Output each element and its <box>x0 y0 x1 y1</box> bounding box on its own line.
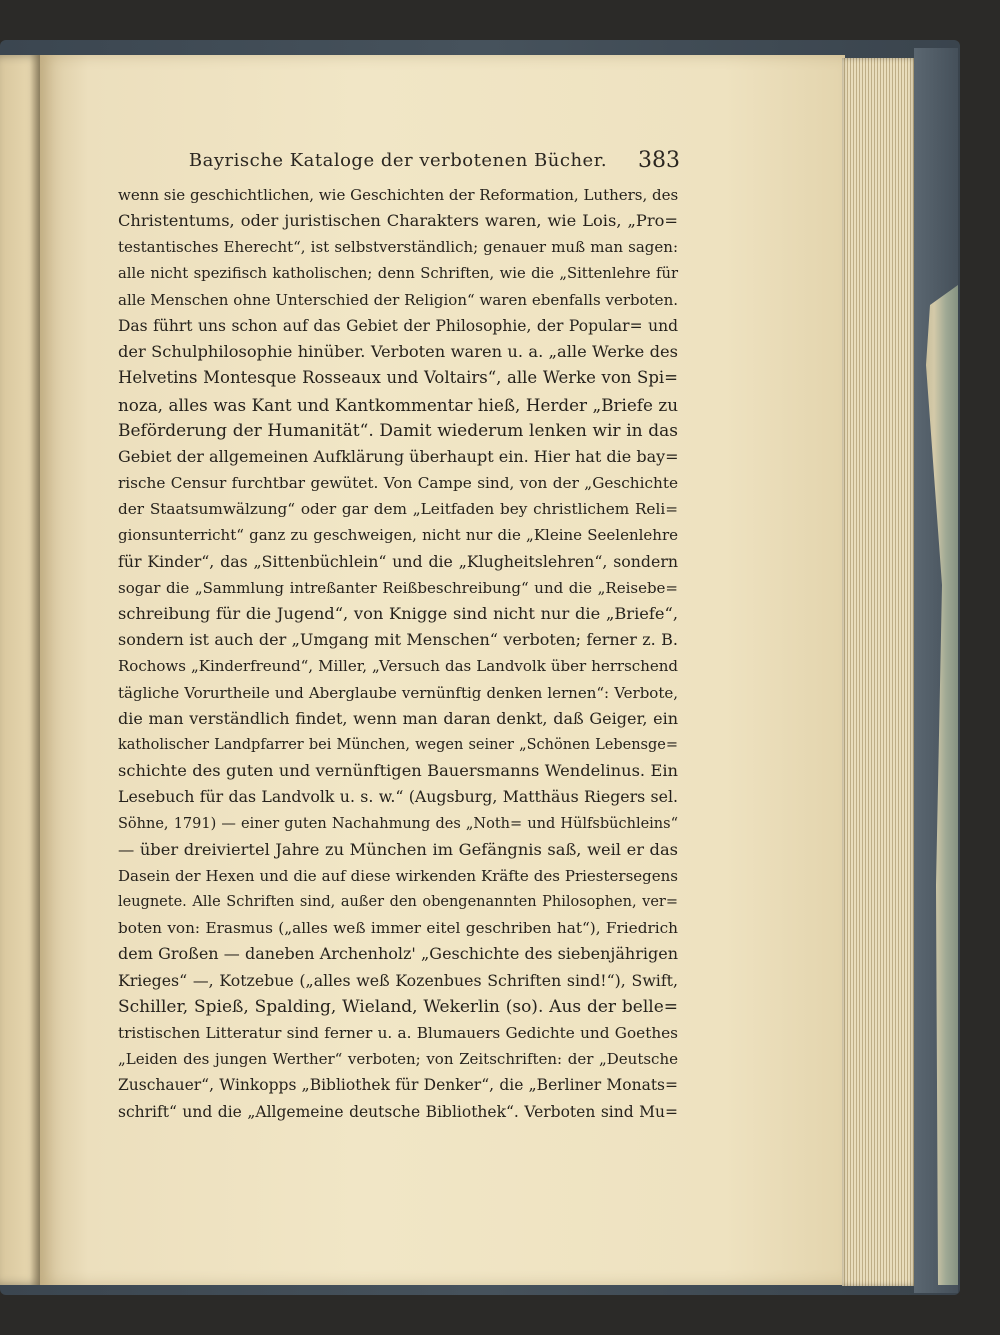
text-line: katholischer Landpfarrer bei München, wegen seiner „Schönen Lebensge= <box>118 736 678 753</box>
text-line: Söhne, 1791) — einer guten Nachahmung des „Noth= und Hülfsbüchleins“ <box>118 815 678 832</box>
text-line: tägliche Vorurtheile und Aberglaube vernünftig denken lernen“: Verbote, <box>118 683 678 702</box>
text-line: schrift“ und die „Allgemeine deutsche Bibliothek“. Verboten sind Mu= <box>118 1102 678 1121</box>
text-line: alle nicht spezifisch katholischen; denn Schriften, wie die „Sittenlehre für <box>118 264 678 282</box>
body-text <box>118 182 678 1125</box>
text-line: tristischen Litteratur sind ferner u. a. Blumauers Gedichte und Goethes <box>118 1024 678 1042</box>
text-line: schichte des guten und vernünftigen Bauersmanns Wendelinus. Ein <box>118 761 678 781</box>
text-line: — über dreiviertel Jahre zu München im Gefängnis saß, weil er das <box>118 839 678 859</box>
text-line: Lesebuch für das Landvolk u. s. w.“ (Augsburg, Matthäus Riegers sel. <box>118 787 678 807</box>
text-line: Rochows „Kinderfreund“, Miller, „Versuch das Landvolk über herrschend <box>118 657 678 676</box>
text-line: Helvetins Montesque Rosseaux und Voltairs“, alle Werke von Spi= <box>118 368 678 388</box>
text-line: die man verständlich findet, wenn man daran denkt, daß Geiger, ein <box>118 708 678 728</box>
text-line: gionsunterricht“ ganz zu geschweigen, nicht nur die „Kleine Seelenlehre <box>118 526 678 545</box>
running-title: Bayrische Kataloge der verbotenen Bücher. <box>188 150 608 171</box>
text-line: „Leiden des jungen Werther“ verboten; von Zeitschriften: der „Deutsche <box>118 1050 678 1069</box>
text-line: Christentums, oder juristischen Charakters waren, wie Lois, „Pro= <box>118 211 678 231</box>
text-line: der Schulphilosophie hinüber. Verboten waren u. a. „alle Werke des <box>118 342 678 362</box>
text-line: Krieges“ —, Kotzebue („alles weß Kozenbues Schriften sind!“), Swift, <box>118 970 678 990</box>
text-line: Schiller, Spieß, Spalding, Wieland, Wekerlin (so). Aus der belle= <box>118 996 678 1017</box>
text-line: testantisches Eherecht“, ist selbstverständlich; genauer muß man sagen: <box>118 238 678 257</box>
text-line: Das führt uns schon auf das Gebiet der Philosophie, der Popular= und <box>118 316 678 335</box>
text-line: noza, alles was Kant und Kantkommentar hieß, Herder „Briefe zu <box>118 394 678 415</box>
text-line: Zuschauer“, Winkopps „Bibliothek für Denker“, die „Berliner Monats= <box>118 1076 678 1095</box>
text-line: rische Censur furchtbar gewütet. Von Campe sind, von der „Geschichte <box>118 474 678 493</box>
text-line: wenn sie geschichtlichen, wie Geschichten der Reformation, Luthers, des <box>118 186 679 204</box>
text-line: Dasein der Hexen und die auf diese wirkenden Kräfte des Priestersegens <box>118 866 678 885</box>
text-line: der Staatsumwälzung“ oder gar dem „Leitfaden bey christlichem Reli= <box>118 500 678 519</box>
text-line: für Kinder“, das „Sittenbüchlein“ und die „Klugheitslehren“, sondern <box>118 551 678 571</box>
text-line: schreibung für die Jugend“, von Knigge sind nicht nur die „Briefe“, <box>118 604 678 623</box>
text-line: dem Großen — daneben Archenholz' „Geschichte des siebenjährigen <box>118 944 678 964</box>
text-line: alle Menschen ohne Unterschied der Religion“ waren ebenfalls verboten. <box>118 290 678 309</box>
text-line: boten von: Erasmus („alles weß immer eitel geschriben hat“), Friedrich <box>118 919 678 938</box>
text-line: sondern ist auch der „Umgang mit Menschen“ verboten; ferner z. B. <box>118 630 678 650</box>
page-edges <box>842 58 914 1286</box>
text-line: leugnete. Alle Schriften sind, außer den obengenannten Philosophen, ver= <box>118 894 678 911</box>
left-page-edge <box>0 55 42 1285</box>
text-line: Beförderung der Humanität“. Damit wiederum lenken wir in das <box>118 420 678 441</box>
page-number: 383 <box>638 148 680 173</box>
text-line: sogar die „Sammlung intreßanter Reißbeschreibung“ und die „Reisebe= <box>118 578 678 597</box>
text-line: Gebiet der allgemeinen Aufklärung überhaupt ein. Hier hat die bay= <box>118 446 679 466</box>
